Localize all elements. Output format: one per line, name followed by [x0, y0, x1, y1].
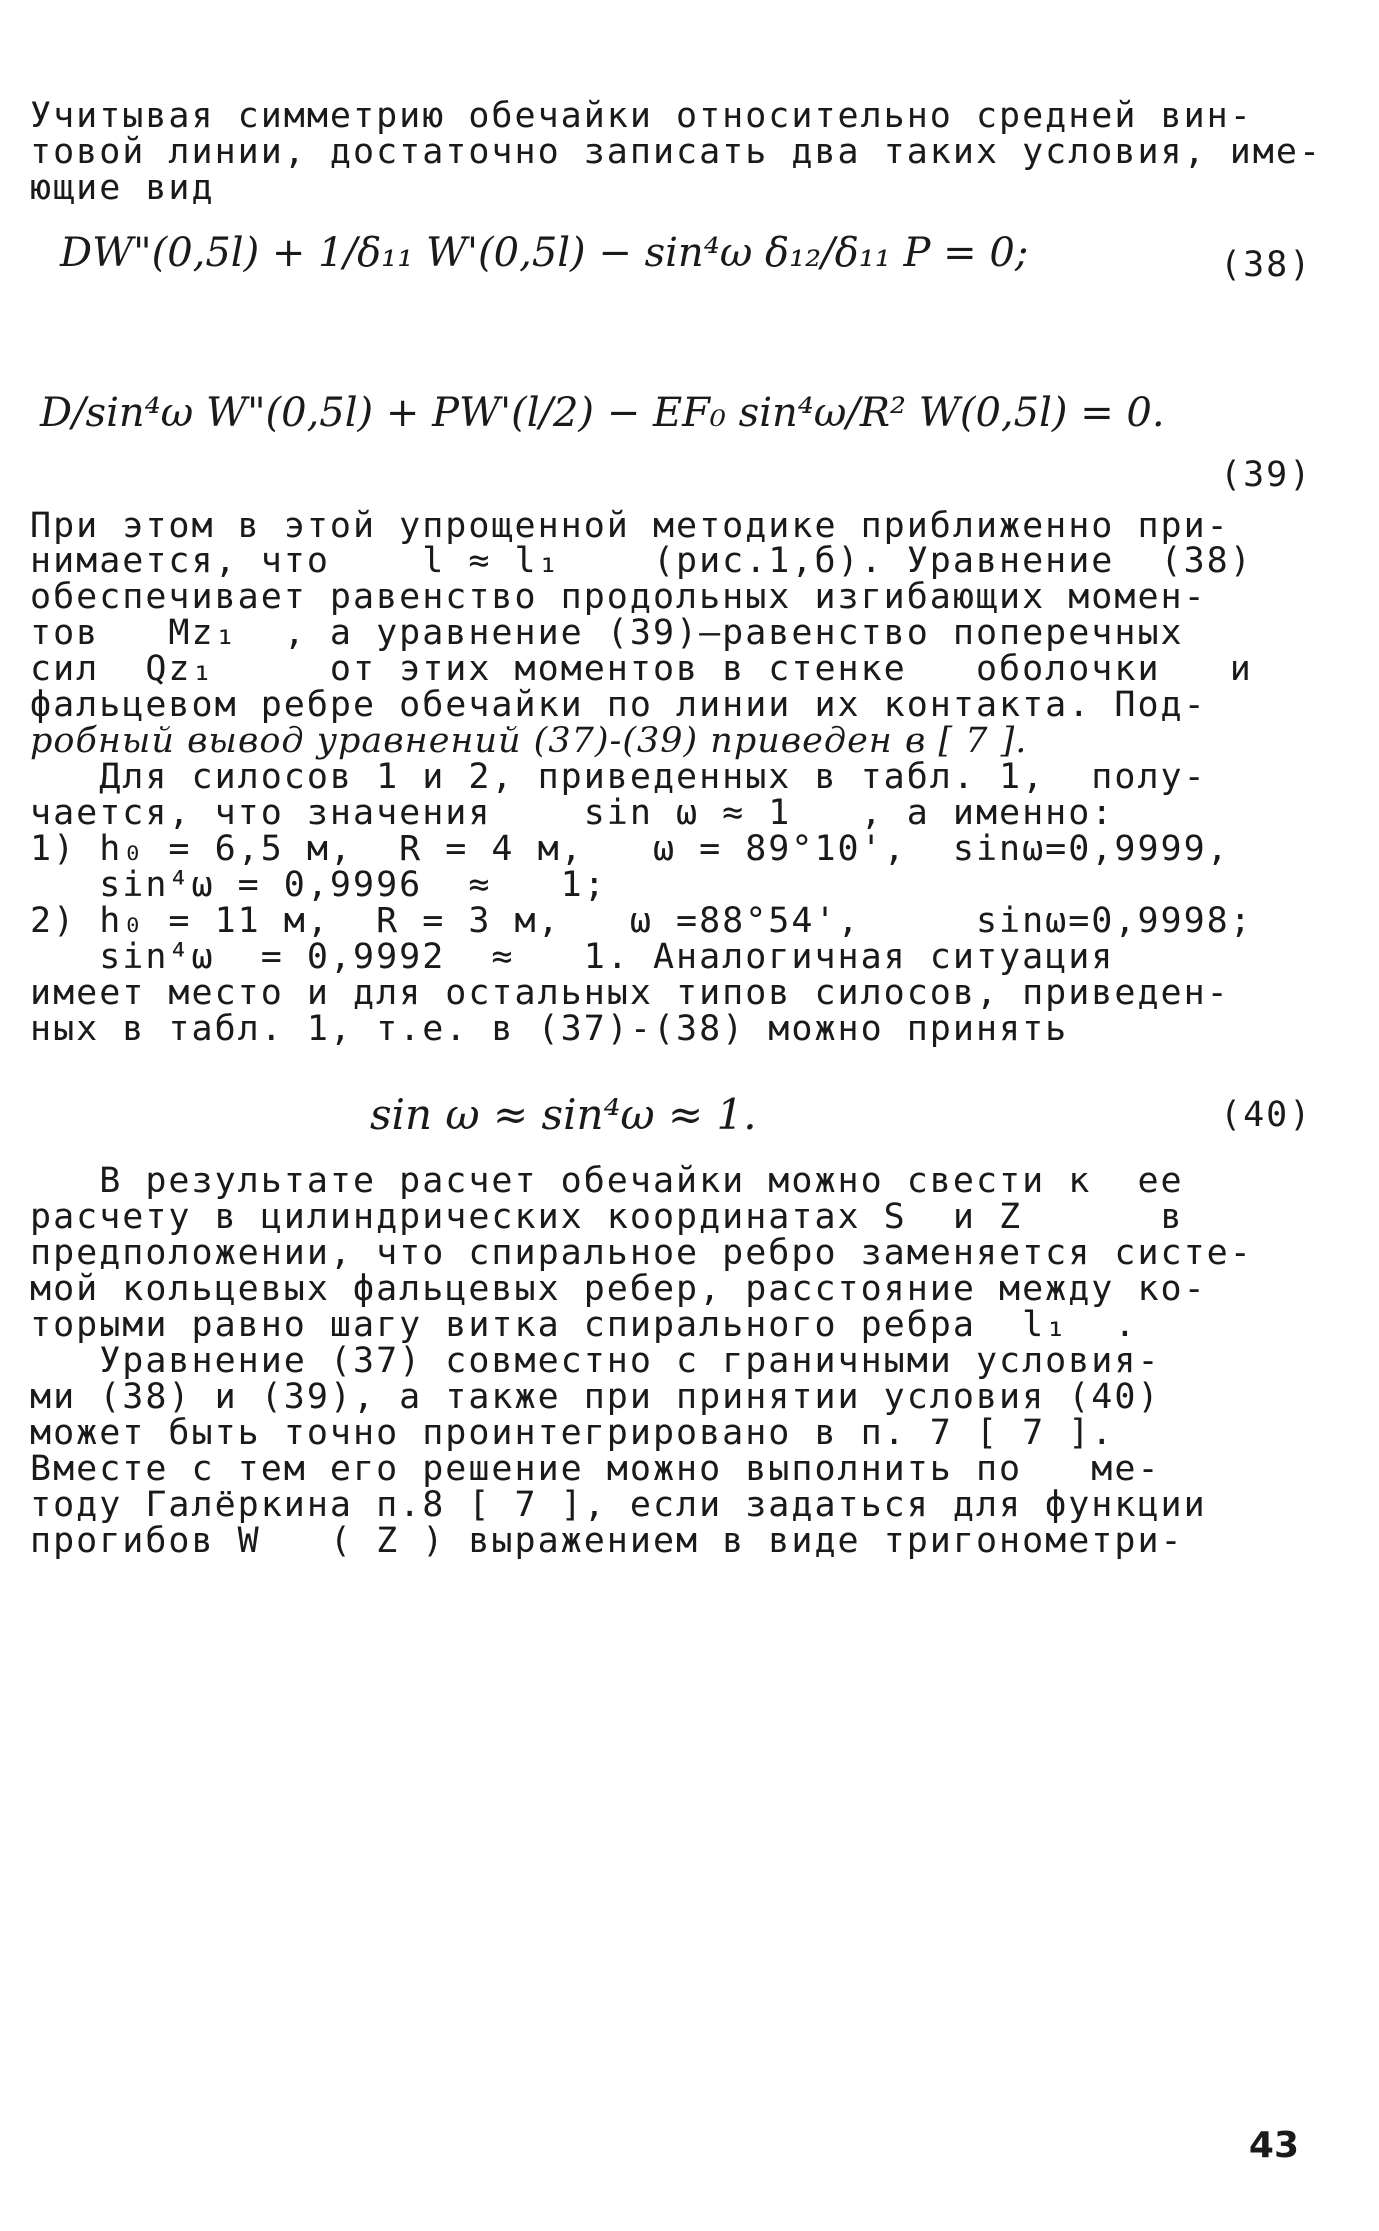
page-number: 43 — [1248, 2125, 1299, 2166]
text-line: Учитывая симметрию обечайки относительно средней вин- — [30, 96, 1253, 136]
text-line: нимается, что l ≈ l₁ (рис.1,б). Уравнение (38) — [30, 541, 1253, 581]
text-line: сил Qz₁ от этих моментов в стенке оболочки и — [30, 649, 1253, 689]
text-line: фальцевом ребре обечайки по линии их контакта. Под- — [30, 685, 1207, 725]
text-line: предположении, что спиральное ребро заменяется систе- — [30, 1233, 1253, 1273]
text-line: 1) h₀ = 6,5 м, R = 4 м, ω = 89°10', sinω=0,9999, — [30, 829, 1230, 869]
text-line: 2) h₀ = 11 м, R = 3 м, ω =88°54', sinω=0,9998; — [30, 901, 1253, 941]
text-line: Вместе с тем его решение можно выполнить по ме- — [30, 1449, 1161, 1489]
equation-38-number: (38) — [1220, 245, 1313, 285]
text-line: тоду Галёркина п.8 [ 7 ], если задаться для функции — [30, 1485, 1207, 1525]
text-line: ми (38) и (39), а также при принятии условия (40) — [30, 1377, 1161, 1417]
text-line: чается, что значения sin ω ≈ 1 , а именно: — [30, 793, 1115, 833]
equation-38: DW"(0,5l) + 1/δ₁₁ W'(0,5l) − sin⁴ω δ₁₂/δ₁₁ P = 0; — [60, 230, 1029, 276]
text-line: может быть точно проинтегрировано в п. 7 [ 7 ]. — [30, 1413, 1115, 1453]
text-line: Уравнение (37) совместно с граничными условия- — [30, 1341, 1161, 1381]
text-line: Для силосов 1 и 2, приведенных в табл. 1, полу- — [30, 757, 1207, 797]
text-line: робный вывод уравнений (37)-(39) приведен в [ 7 ]. — [30, 721, 1028, 761]
equation-40-number: (40) — [1220, 1095, 1313, 1135]
text-line: торыми равно шагу витка спирального ребра l₁ . — [30, 1305, 1138, 1345]
text-line: ных в табл. 1, т.е. в (37)-(38) можно принять — [30, 1009, 1069, 1049]
text-line: тов Mz₁ , а уравнение (39)–равенство поперечных — [30, 613, 1184, 653]
text-line: В результате расчет обечайки можно свести к ее — [30, 1161, 1184, 1201]
text-line: sin⁴ω = 0,9996 ≈ 1; — [30, 865, 607, 905]
equation-39: D/sin⁴ω W"(0,5l) + PW'(l/2) − EF₀ sin⁴ω/R² W(0,5l) = 0. — [40, 390, 1165, 436]
text-line: товой линии, достаточно записать два таких условия, име- — [30, 132, 1323, 172]
text-line: расчету в цилиндрических координатах S и Z в — [30, 1197, 1184, 1237]
text-line: ющие вид — [30, 168, 215, 208]
equation-40: sin ω ≈ sin⁴ω ≈ 1. — [370, 1090, 757, 1139]
text-line: мой кольцевых фальцевых ребер, расстояние между ко- — [30, 1269, 1207, 1309]
text-line: обеспечивает равенство продольных изгибающих момен- — [30, 577, 1207, 617]
text-line: прогибов W ( Z ) выражением в виде тригонометри- — [30, 1521, 1184, 1561]
equation-39-number: (39) — [1220, 455, 1313, 495]
text-line: sin⁴ω = 0,9992 ≈ 1. Аналогичная ситуация — [30, 937, 1115, 977]
text-line: имеет место и для остальных типов силосов, приведен- — [30, 973, 1230, 1013]
text-line: При этом в этой упрощенной методике приближенно при- — [30, 506, 1230, 546]
